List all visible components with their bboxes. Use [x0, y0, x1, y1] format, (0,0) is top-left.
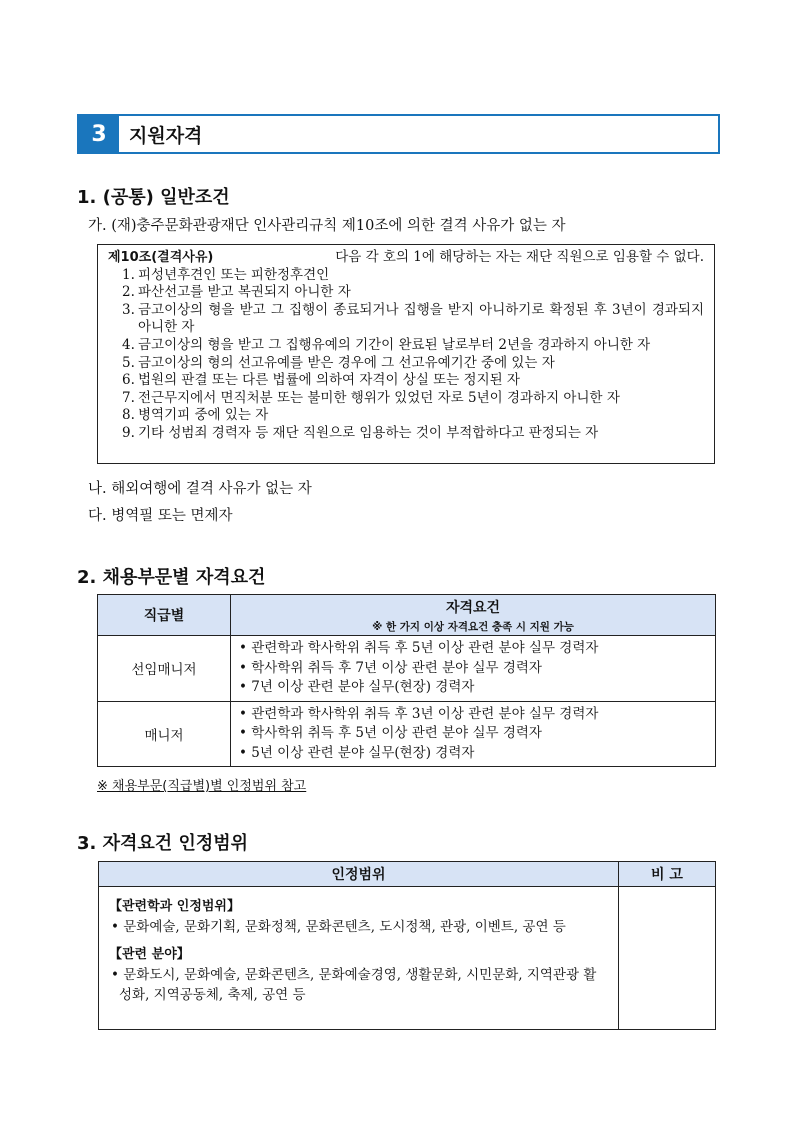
table-header-row: [98, 595, 716, 636]
dept-heading: 2. 채용부문별 자격요건: [77, 567, 266, 588]
list-item: 9. 기타 성범죄 경력자 등 재단 직원으로 임용하는 것이 부적합하다고 판정되는 자: [122, 424, 599, 441]
table-header-row: [99, 862, 716, 887]
item-ga: 가. (재)충주문화관광재단 인사관리규칙 제10조에 의한 결격 사유가 없는 자: [88, 218, 566, 234]
list-item: 7. 전근무지에서 면직처분 또는 불미한 행위가 있었던 자로 5년이 경과하지 아니한 자: [122, 389, 620, 406]
grade-cell: 매니저: [98, 701, 231, 767]
list-item: 4. 금고이상의 형을 받고 그 집행유예의 기간이 완료된 날로부터 2년을 경과하지 아니한 자: [122, 336, 651, 353]
reference-note: ※ 채용부문(직급별)별 인정범위 참고: [97, 779, 307, 794]
requirement-line: • 학사학위 취득 후 5년 이상 관련 분야 실무 경력자: [239, 725, 542, 741]
col-grade: 직급별: [98, 595, 231, 636]
table-row: [98, 636, 716, 702]
requirement-line: • 관련학과 학사학위 취득 후 3년 이상 관련 분야 실무 경력자: [239, 705, 599, 722]
article-intro-text: 다음 각 호의 1에 해당하는 자는 재단 직원으로 임용할 수 없다.: [335, 249, 704, 265]
group-title: 【관련학과 인정범위】: [109, 899, 240, 914]
list-item: 5. 금고이상의 형의 선고유예를 받은 경우에 그 선고유예기간 중에 있는 자: [122, 354, 555, 371]
general-heading: 1. (공통) 일반조건: [77, 187, 230, 208]
requirements-cell: [231, 701, 716, 767]
article-box: [97, 244, 715, 464]
article-list: [108, 267, 704, 443]
group-text: • 문화예술, 문화기획, 문화정책, 문화콘텐츠, 도시정책, 관광, 이벤트, 공연 등: [111, 919, 566, 935]
list-item: 6. 법원의 판결 또는 다른 법률에 의하여 자격이 상실 또는 정지된 자: [122, 372, 520, 389]
col-requirements-sub: ※ 한 가지 이상 자격요건 충족 시 지원 가능: [372, 620, 574, 633]
section-number: 3: [79, 116, 119, 152]
requirement-line: • 5년 이상 관련 분야 실무(현장) 경력자: [239, 744, 475, 761]
section-header: [77, 114, 720, 154]
article-intro: [108, 249, 704, 267]
list-item: 8. 병역기피 중에 있는 자: [122, 407, 269, 424]
scope-heading: 3. 자격요건 인정범위: [77, 833, 248, 854]
requirement-line: • 관련학과 학사학위 취득 후 5년 이상 관련 분야 실무 경력자: [239, 640, 599, 656]
col-scope: 인정범위: [99, 862, 619, 887]
requirement-line: • 7년 이상 관련 분야 실무(현장) 경력자: [239, 679, 475, 695]
item-da: 다. 병역필 또는 면제자: [88, 508, 233, 524]
table-row: [98, 701, 716, 767]
group-title: 【관련 분야】: [109, 947, 190, 962]
group-text: • 문화도시, 문화예술, 문화콘텐츠, 문화예술경영, 생활문화, 시민문화, 지역관광 활성화, 지역공동체, 축제, 공연 등: [111, 967, 597, 1003]
article-label: 제10조(결격사유): [108, 250, 214, 265]
col-requirements: [231, 595, 716, 636]
scope-table: [98, 861, 716, 1030]
list-item: 2. 파산선고를 받고 복권되지 아니한 자: [122, 284, 351, 301]
list-item: 1. 피성년후견인 또는 피한정후견인: [122, 266, 330, 283]
remark-cell: [619, 887, 716, 1030]
col-remark: 비 고: [619, 862, 716, 887]
section-title: 지원자격: [129, 124, 203, 147]
scope-cell: [99, 887, 619, 1030]
requirements-table: [97, 594, 716, 767]
table-row: [99, 887, 716, 1030]
requirements-cell: [231, 636, 716, 702]
item-na: 나. 해외여행에 결격 사유가 없는 자: [88, 481, 312, 497]
requirement-line: • 학사학위 취득 후 7년 이상 관련 분야 실무 경력자: [239, 659, 542, 676]
col-requirements-label: 자격요건: [445, 599, 501, 616]
grade-cell: 선임매니저: [98, 636, 231, 702]
list-item: 3. 금고이상의 형을 받고 그 집행이 종료되거나 집행을 받지 아니하기로 확정된 후 3년이 경과되지 아니한 자: [122, 301, 704, 336]
